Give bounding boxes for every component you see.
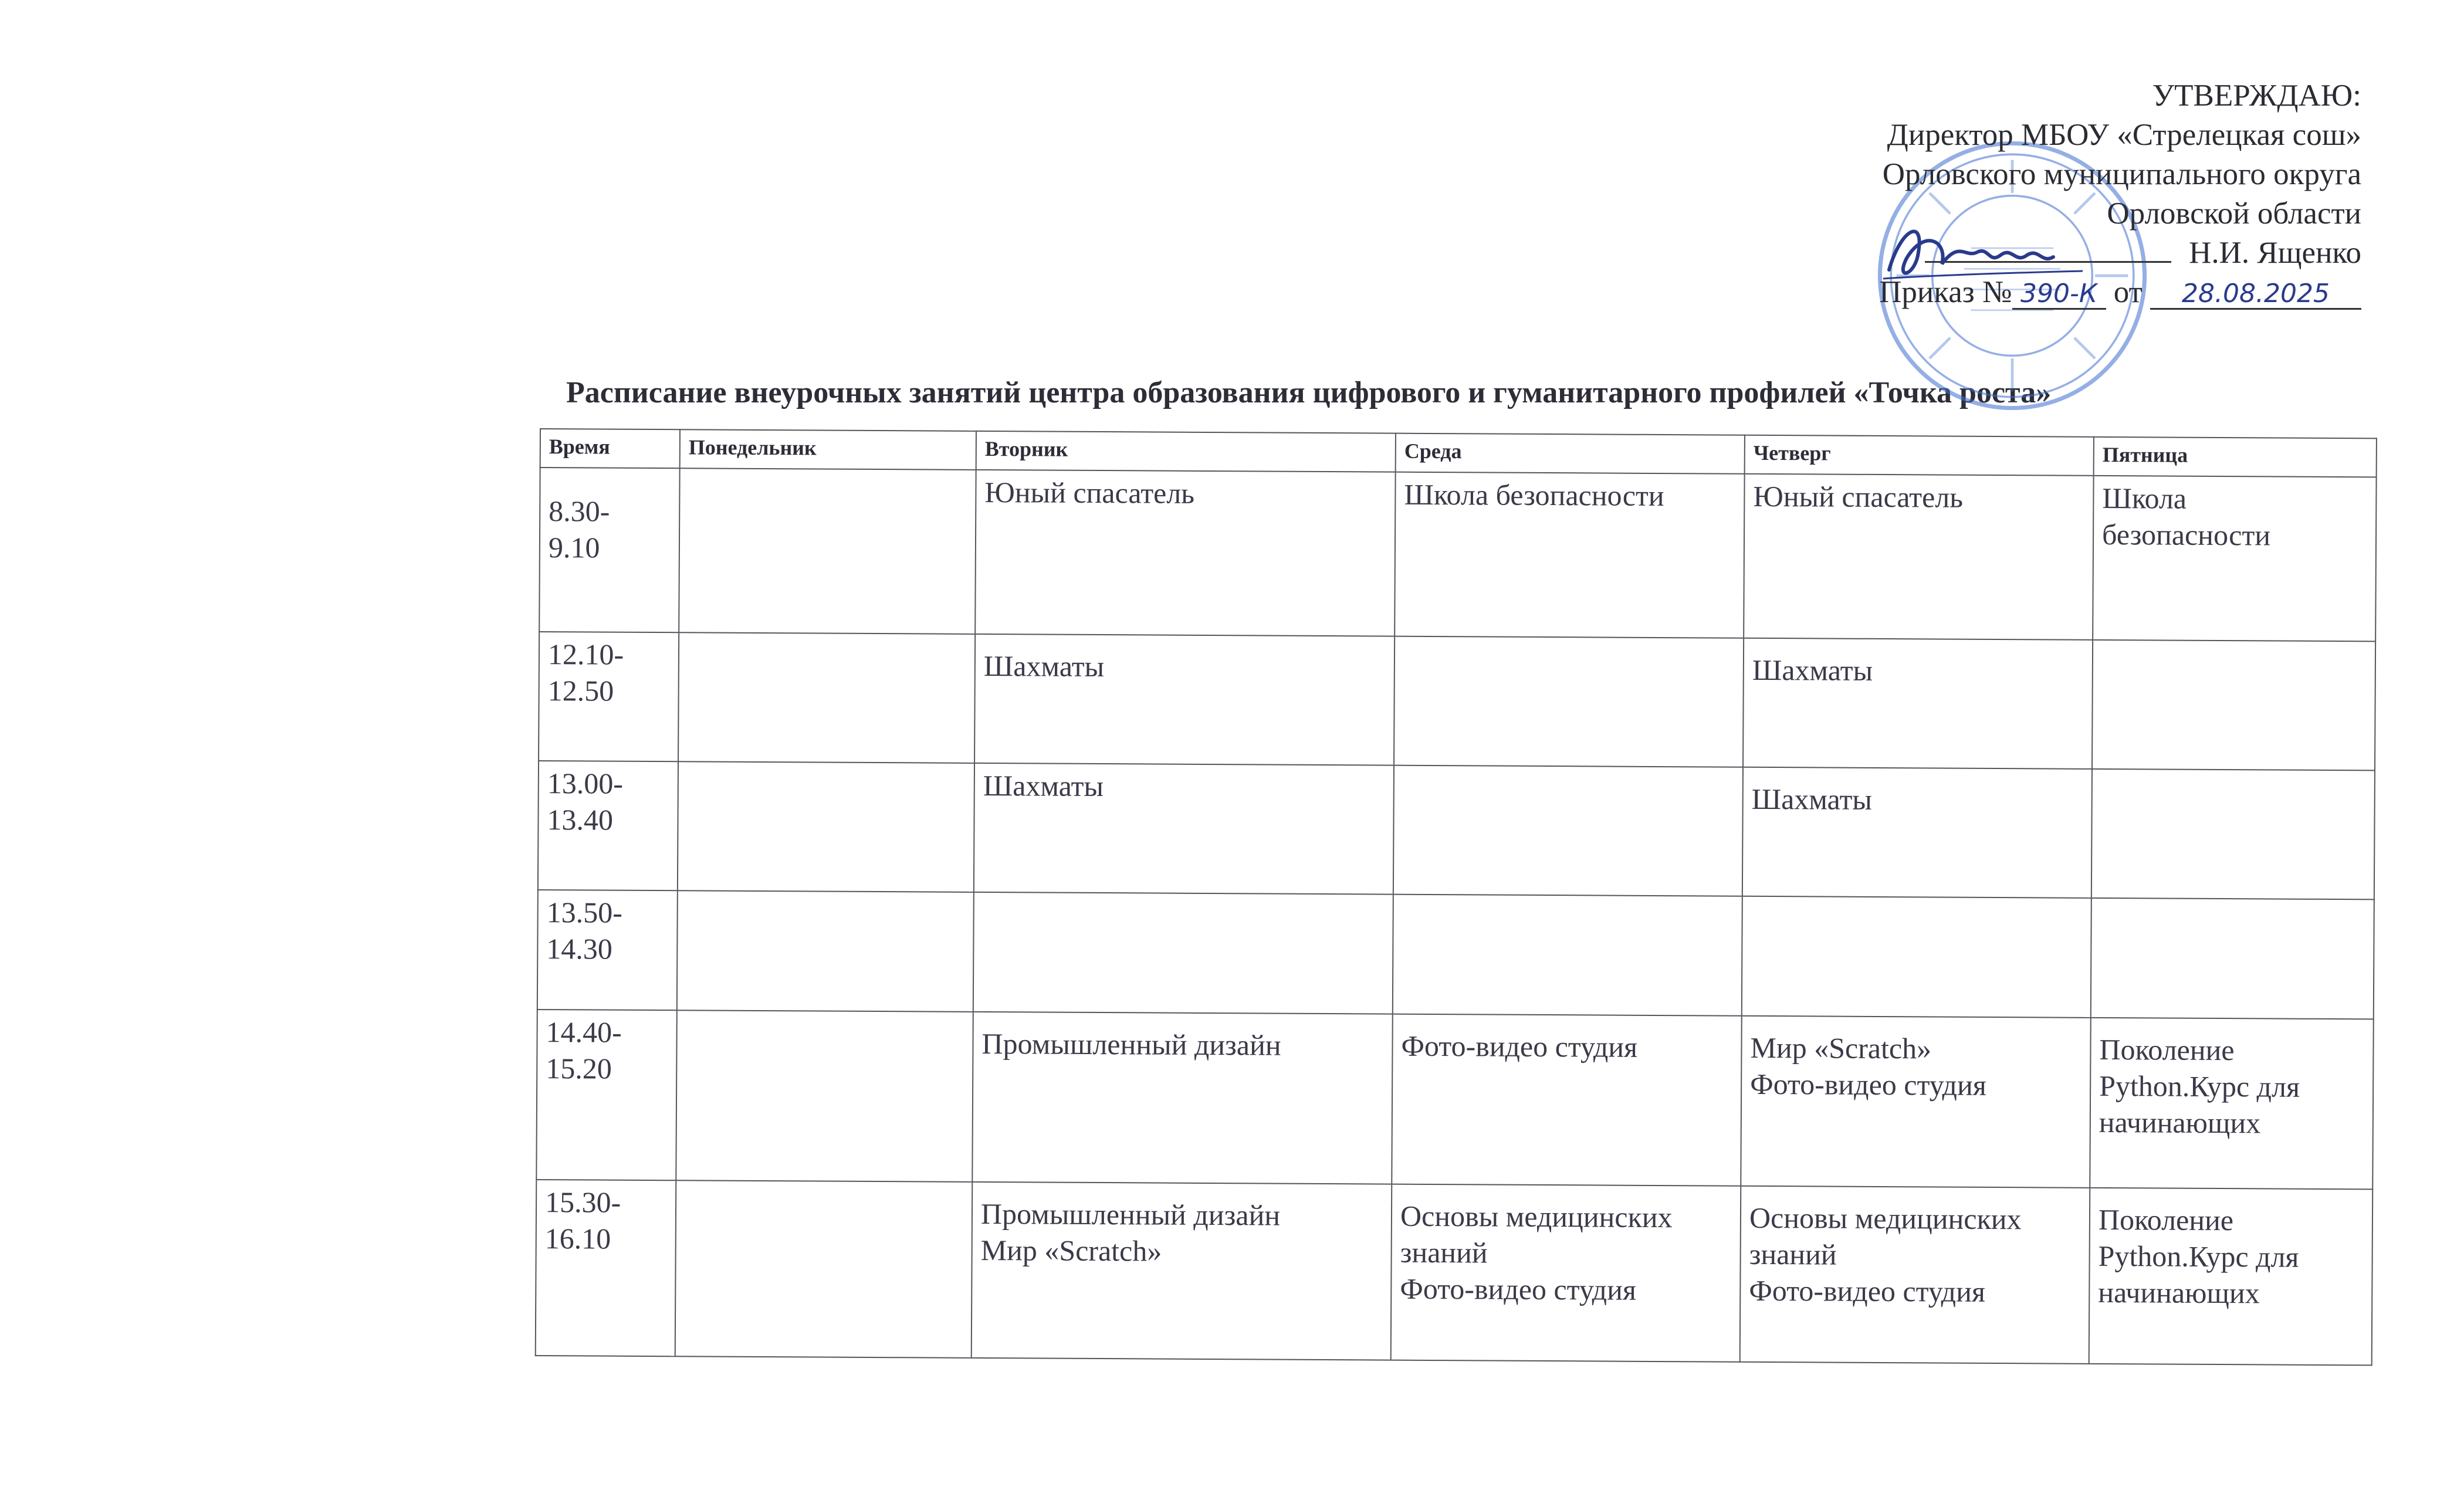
wednesday-cell <box>1394 636 1744 767</box>
monday-cell <box>679 468 976 634</box>
monday-cell <box>676 1010 973 1182</box>
order-number: 390-К <box>2012 280 2106 310</box>
wednesday-cell: Фото-видео студия <box>1392 1014 1742 1186</box>
table-row <box>539 632 2375 770</box>
order-from: от <box>2113 275 2143 309</box>
order-prefix: Приказ № <box>1879 275 2012 309</box>
document-title: Расписание внеурочных занятий центра образования цифрового и гуманитарного профилей «Точка роста» <box>566 376 2052 409</box>
table-row <box>539 468 2376 641</box>
wednesday-cell <box>1393 766 1743 896</box>
handwritten-signature-icon <box>1877 205 2089 293</box>
table-row <box>538 761 2375 899</box>
friday-cell <box>2091 898 2374 1020</box>
header-thursday: Четверг <box>1745 435 2094 476</box>
tuesday-cell: Промышленный дизайн <box>972 1012 1393 1184</box>
order-date: 28.08.2025 <box>2150 280 2361 310</box>
header-tuesday: Вторник <box>976 431 1396 472</box>
approval-line-region: Орловской области <box>2107 197 2361 231</box>
header-time: Время <box>540 429 680 468</box>
tuesday-cell: Шахматы <box>974 634 1395 766</box>
monday-cell <box>677 890 974 1012</box>
friday-cell: Поколение Python.Курс для начинающих <box>2089 1188 2373 1366</box>
tuesday-cell: Юный спасатель <box>975 470 1395 636</box>
thursday-cell: Юный спасатель <box>1744 474 2093 640</box>
director-name: Н.И. Ященко <box>2189 236 2361 270</box>
header-wednesday: Среда <box>1396 433 1745 474</box>
thursday-cell: Шахматы <box>1743 638 2093 769</box>
wednesday-cell: Основы медицинских знаний Фото-видео студия <box>1391 1184 1741 1362</box>
friday-cell <box>2092 640 2375 771</box>
monday-cell <box>675 1180 973 1358</box>
tuesday-cell <box>973 892 1393 1014</box>
tuesday-cell: Промышленный дизайн Мир «Scratch» <box>972 1182 1392 1360</box>
time-cell: 14.40- 15.20 <box>536 1010 677 1180</box>
table-row <box>536 1010 2373 1189</box>
wednesday-cell: Школа безопасности <box>1395 472 1744 638</box>
monday-cell <box>678 632 975 763</box>
wednesday-cell <box>1393 895 1742 1016</box>
thursday-cell: Шахматы <box>1742 767 2092 898</box>
thursday-cell <box>1742 896 2091 1018</box>
friday-cell: Поколение Python.Курс для начинающих <box>2090 1018 2374 1190</box>
table-row <box>537 890 2374 1019</box>
tuesday-cell: Шахматы <box>974 763 1394 895</box>
friday-cell: Школа безопасности <box>2093 476 2376 642</box>
time-cell: 12.10- 12.50 <box>539 632 679 761</box>
schedule-table <box>535 428 2377 1366</box>
friday-cell <box>2091 769 2375 900</box>
time-cell: 13.50- 14.30 <box>537 890 678 1010</box>
thursday-cell: Мир «Scratch» Фото-видео студия <box>1741 1016 2091 1188</box>
header-monday: Понедельник <box>680 429 976 470</box>
thursday-cell: Основы медицинских знаний Фото-видео студия <box>1740 1186 2090 1364</box>
approval-line-director: Директор МБОУ «Стрелецкая сош» <box>1887 118 2361 152</box>
table-row <box>536 1180 2373 1365</box>
header-friday: Пятница <box>2094 437 2377 477</box>
time-cell: 13.00- 13.40 <box>538 761 678 890</box>
time-cell: 15.30- 16.10 <box>536 1180 676 1356</box>
approval-line-district: Орловского муниципального округа <box>1882 157 2361 191</box>
time-cell: 8.30- 9.10 <box>539 468 679 632</box>
monday-cell <box>678 761 974 892</box>
approval-heading: УТВЕРЖДАЮ: <box>2152 79 2361 113</box>
